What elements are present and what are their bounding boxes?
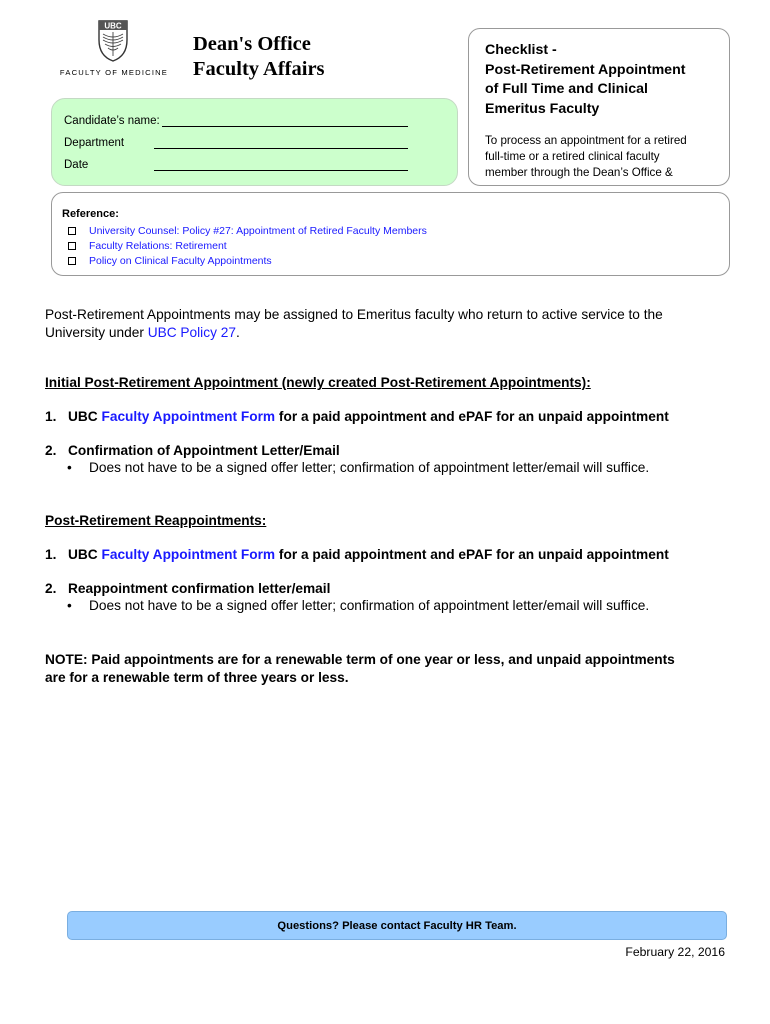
checklist-panel [468,28,730,186]
item-text: UBC [68,409,102,424]
ubc-policy-27-link[interactable]: UBC Policy 27 [147,325,236,340]
checklist-desc-line-3: member through the Dean’s Office & [485,166,673,179]
reference-link-policy-27[interactable] [89,225,427,237]
note-paragraph [45,651,735,687]
checklist-title [485,41,725,119]
checkbox-icon[interactable] [68,227,76,235]
department-field[interactable] [154,148,408,149]
item-number: 1. [45,547,57,562]
logo-crest-text: UBC [104,21,122,31]
checkbox-icon[interactable] [68,242,76,250]
checklist-title-line-2: Post-Retirement Appointment [485,61,686,78]
document-date: February 22, 2016 [625,945,725,959]
department-label: Department [64,137,125,149]
candidate-name-label: Candidate’s name: [64,115,160,127]
intro-line-2 [45,324,663,342]
candidate-info-panel [51,98,458,186]
reference-panel [51,192,730,276]
logo-subtitle: FACULTY OF MEDICINE [59,68,169,77]
initial-appointment-heading: Initial Post-Retirement Appointment (newly created Post-Retirement Appointments): [45,375,591,390]
date-label: Date [64,159,89,171]
date-field[interactable] [154,170,408,171]
initial-item-1 [45,409,669,424]
checklist-title-line-1: Checklist - [485,42,557,58]
faculty-appointment-form-link[interactable]: Faculty Appointment Form [101,409,276,424]
item-text: Reappointment confirmation letter/email [68,581,331,596]
reappointment-item-2 [45,581,330,596]
bullet-text: Does not have to be a signed offer letter; confirmation of appointment letter/email will suffice. [89,598,650,613]
ubc-crest-icon [98,20,128,62]
reappointment-item-1 [45,547,669,562]
contact-banner [67,911,727,940]
item-number: 1. [45,409,57,424]
reference-link-text[interactable]: Policy on Clinical Faculty Appointments [89,255,272,267]
checklist-desc-line-1: To process an appointment for a retired [485,134,687,147]
title-line-1: Dean's Office [193,33,311,55]
item-text: for a paid appointment and ePAF for an unpaid appointment [275,409,669,424]
note-line-1: NOTE: Paid appointments are for a renewable term of one year or less, and unpaid appointments [45,652,675,667]
bullet-icon: • [67,598,72,613]
item-text: Confirmation of Appointment Letter/Email [68,443,340,458]
reference-title: Reference: [62,208,119,220]
intro-line-1: Post-Retirement Appointments may be assigned to Emeritus faculty who return to active service to the [45,307,663,322]
ubc-logo [58,20,170,82]
intro-paragraph [45,306,663,342]
initial-item-2 [45,443,340,458]
bullet-icon: • [67,460,72,475]
checklist-description [485,133,721,181]
item-text: for a paid appointment and ePAF for an unpaid appointment [275,547,669,562]
item-number: 2. [45,443,57,458]
reference-link-text[interactable]: Faculty Relations: Retirement [89,240,227,252]
intro-text: University under [45,325,148,340]
checklist-desc-line-2: full-time or a retired clinical faculty [485,150,660,163]
reference-link-retirement[interactable] [89,240,227,252]
page-title [193,32,325,82]
reference-link-text[interactable]: University Counsel: Policy #27: Appointment of Retired Faculty Members [89,225,427,237]
intro-period: . [235,325,240,340]
checklist-title-line-4: Emeritus Faculty [485,100,600,117]
checklist-title-line-3: of Full Time and Clinical [485,81,648,97]
initial-item-2-bullet [67,460,649,475]
candidate-name-field[interactable] [162,126,408,127]
faculty-appointment-form-link[interactable]: Faculty Appointment Form [101,547,276,562]
checkbox-icon[interactable] [68,257,76,265]
note-line-2: are for a renewable term of three years or less. [45,670,349,685]
reappointment-item-2-bullet [67,598,649,613]
item-number: 2. [45,581,57,596]
item-text: UBC [68,547,102,562]
bullet-text: Does not have to be a signed offer letter; confirmation of appointment letter/email will suffice. [89,460,650,475]
contact-text: Questions? Please contact Faculty HR Team. [277,920,517,932]
reference-link-clinical-policy[interactable] [89,255,272,267]
title-line-2: Faculty Affairs [193,58,325,80]
reappointment-heading: Post-Retirement Reappointments: [45,513,267,528]
